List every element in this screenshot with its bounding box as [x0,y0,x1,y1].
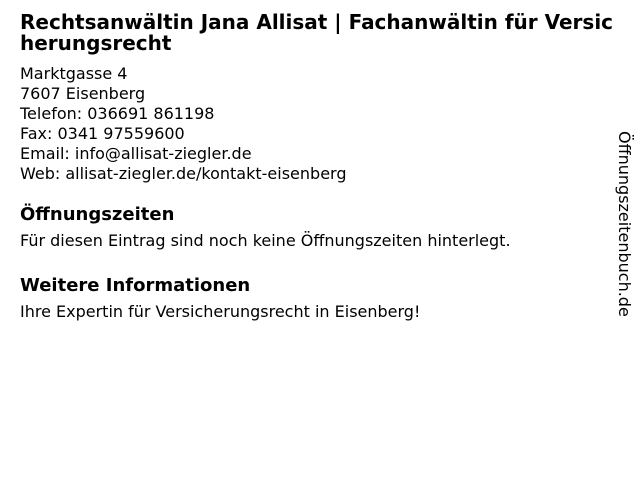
page-title-line1: Rechtsanwältin Jana Allisat | Fachanwältin für Versic [20,10,614,34]
opening-hours-text: Für diesen Eintrag sind noch keine Öffnungszeiten hinterlegt. [20,231,511,250]
page-title-line2: herungsrecht [20,31,172,55]
fax-line: Fax: 0341 97559600 [20,124,185,143]
site-watermark: Öffnungszeitenbuch.de [615,131,634,317]
page-title [20,12,620,54]
web-line: Web: allisat-ziegler.de/kontakt-eisenberg [20,164,347,183]
entry-content [20,0,620,322]
phone-line: Telefon: 036691 861198 [20,104,215,123]
address-street: Marktgasse 4 [20,64,128,83]
contact-block [20,64,620,184]
address-city: 7607 Eisenberg [20,84,146,103]
opening-hours-heading: Öffnungszeiten [20,204,175,225]
email-line: Email: info@allisat-ziegler.de [20,144,252,163]
more-info-heading: Weitere Informationen [20,275,251,296]
more-info-text: Ihre Expertin für Versicherungsrecht in Eisenberg! [20,302,421,321]
